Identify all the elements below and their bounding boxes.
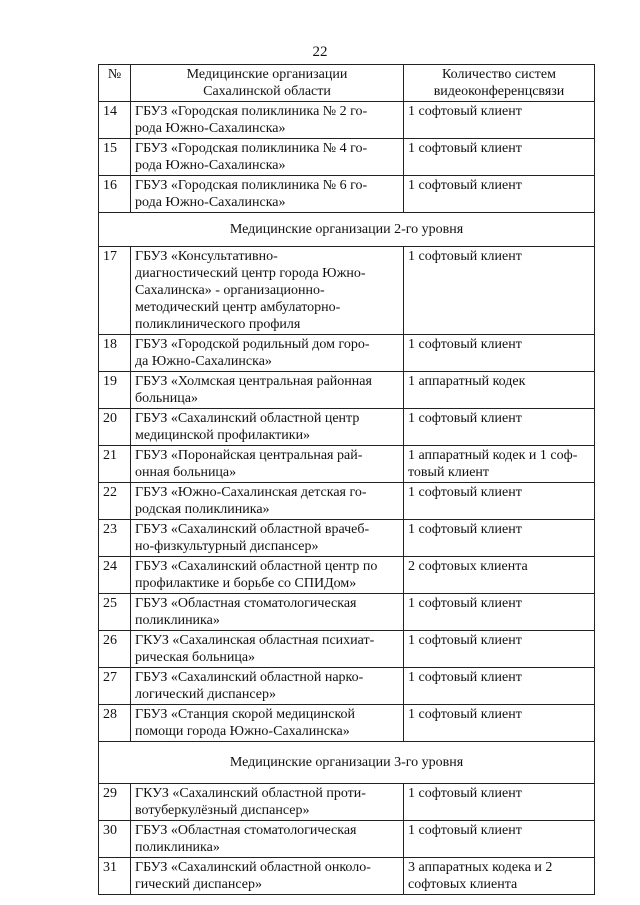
organization-name: ГБУЗ «Городская поликлиника № 4 го- рода Южно-Сахалинска»	[131, 139, 404, 176]
row-number: 14	[99, 102, 131, 139]
row-number: 28	[99, 705, 131, 742]
organization-name: ГБУЗ «Сахалинский областной центр по профилактике и борьбе со СПИДом»	[131, 557, 404, 594]
table-row	[99, 520, 595, 557]
row-number: 27	[99, 668, 131, 705]
vcs-count: 1 софтовый клиент	[404, 594, 595, 631]
organization-name: ГБУЗ «Областная стоматологическая поликлиника»	[131, 594, 404, 631]
page-number: 22	[312, 44, 328, 60]
section-row	[99, 213, 595, 247]
table-row	[99, 705, 595, 742]
row-number: 26	[99, 631, 131, 668]
organizations-table	[98, 64, 595, 895]
row-number: 23	[99, 520, 131, 557]
row-number: 20	[99, 409, 131, 446]
organization-name: ГБУЗ «Сахалинский областной нарко- логический диспансер»	[131, 668, 404, 705]
organization-name: ГБУЗ «Станция скорой медицинской помощи города Южно-Сахалинска»	[131, 705, 404, 742]
table-row	[99, 668, 595, 705]
organization-name: ГБУЗ «Городская поликлиника № 2 го- рода Южно-Сахалинска»	[131, 102, 404, 139]
organization-name: ГБУЗ «Южно-Сахалинская детская го- родская поликлиника»	[131, 483, 404, 520]
row-number: 18	[99, 335, 131, 372]
organization-name: ГБУЗ «Городская поликлиника № 6 го- рода Южно-Сахалинска»	[131, 176, 404, 213]
row-number: 19	[99, 372, 131, 409]
table-row	[99, 409, 595, 446]
table-row	[99, 247, 595, 335]
vcs-count: 1 софтовый клиент	[404, 409, 595, 446]
vcs-count: 1 софтовый клиент	[404, 247, 595, 335]
header-number: №	[99, 65, 131, 102]
header-organizations: Медицинские организации Сахалинской области	[131, 65, 404, 102]
organization-name: ГБУЗ «Сахалинский областной онколо- гический диспансер»	[131, 858, 404, 895]
row-number: 31	[99, 858, 131, 895]
vcs-count: 1 софтовый клиент	[404, 821, 595, 858]
row-number: 21	[99, 446, 131, 483]
table-row	[99, 139, 595, 176]
vcs-count: 1 аппаратный кодек	[404, 372, 595, 409]
row-number: 29	[99, 784, 131, 821]
table-header-row	[99, 65, 595, 102]
organization-name: ГБУЗ «Городской родильный дом горо- да Южно-Сахалинска»	[131, 335, 404, 372]
organization-name: ГБУЗ «Поронайская центральная рай- онная больница»	[131, 446, 404, 483]
section-title: Медицинские организации 3-го уровня	[99, 742, 595, 784]
organization-name: ГКУЗ «Сахалинский областной проти- вотуберкулёзный диспансер»	[131, 784, 404, 821]
vcs-count: 1 софтовый клиент	[404, 705, 595, 742]
row-number: 16	[99, 176, 131, 213]
table-row	[99, 821, 595, 858]
organization-name: ГБУЗ «Холмская центральная районная больница»	[131, 372, 404, 409]
header-vcs-count: Количество систем видеоконференцсвязи	[404, 65, 595, 102]
table-row	[99, 102, 595, 139]
table-row	[99, 446, 595, 483]
row-number: 15	[99, 139, 131, 176]
vcs-count: 1 софтовый клиент	[404, 520, 595, 557]
vcs-count: 1 софтовый клиент	[404, 139, 595, 176]
vcs-count: 1 софтовый клиент	[404, 784, 595, 821]
vcs-count: 1 софтовый клиент	[404, 335, 595, 372]
row-number: 17	[99, 247, 131, 335]
table-row	[99, 176, 595, 213]
vcs-count: 1 софтовый клиент	[404, 631, 595, 668]
organization-name: ГКУЗ «Сахалинская областная психиат- рическая больница»	[131, 631, 404, 668]
vcs-count: 1 софтовый клиент	[404, 102, 595, 139]
row-number: 22	[99, 483, 131, 520]
table-row	[99, 594, 595, 631]
table-row	[99, 335, 595, 372]
table-body	[99, 102, 595, 895]
organization-name: ГБУЗ «Сахалинский областной врачеб- но-физкультурный диспансер»	[131, 520, 404, 557]
row-number: 24	[99, 557, 131, 594]
vcs-count: 1 софтовый клиент	[404, 176, 595, 213]
section-title: Медицинские организации 2-го уровня	[99, 213, 595, 247]
vcs-count: 1 софтовый клиент	[404, 483, 595, 520]
vcs-count: 1 аппаратный кодек и 1 соф- товый клиент	[404, 446, 595, 483]
section-row	[99, 742, 595, 784]
organization-name: ГБУЗ «Консультативно- диагностический центр города Южно- Сахалинска» - организационно- методический центр амбулаторно- поликлинического профиля	[131, 247, 404, 335]
row-number: 25	[99, 594, 131, 631]
vcs-count: 1 софтовый клиент	[404, 668, 595, 705]
organization-name: ГБУЗ «Областная стоматологическая поликлиника»	[131, 821, 404, 858]
table-row	[99, 483, 595, 520]
vcs-count: 3 аппаратных кодека и 2 софтовых клиента	[404, 858, 595, 895]
table-row	[99, 631, 595, 668]
row-number: 30	[99, 821, 131, 858]
vcs-count: 2 софтовых клиента	[404, 557, 595, 594]
table-row	[99, 858, 595, 895]
table-row	[99, 557, 595, 594]
table-row	[99, 372, 595, 409]
organization-name: ГБУЗ «Сахалинский областной центр медицинской профилактики»	[131, 409, 404, 446]
table-row	[99, 784, 595, 821]
